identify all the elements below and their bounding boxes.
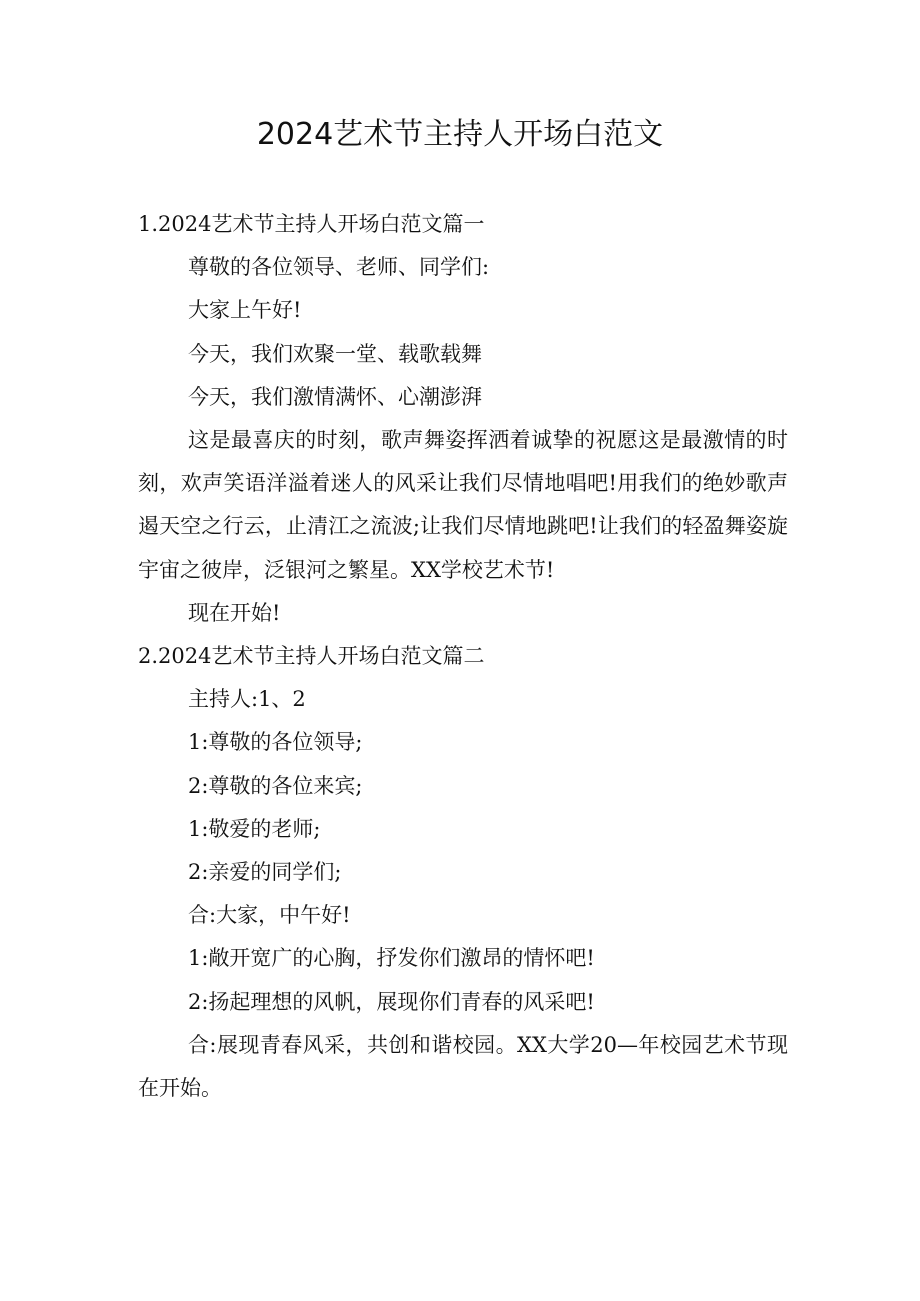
section-heading-2: 2.2024艺术节主持人开场白范文篇二	[138, 644, 485, 669]
text-line: 2:尊敬的各位来宾;	[188, 773, 363, 798]
text-line: 1:敞开宽广的心胸，抒发你们激昂的情怀吧!	[188, 946, 595, 971]
text-line: 主持人:1、2	[188, 687, 306, 712]
document-title: 2024艺术节主持人开场白范文	[256, 117, 664, 152]
text-line: 今天，我们欢聚一堂、载歌载舞	[188, 341, 482, 366]
text-line: 2:亲爱的同学们;	[188, 860, 342, 885]
text-line: 大家上午好!	[188, 298, 302, 323]
text-line: 尊敬的各位领导、老师、同学们:	[188, 255, 490, 280]
section-heading-1: 1.2024艺术节主持人开场白范文篇一	[138, 212, 485, 236]
document-body	[138, 203, 788, 1110]
text-line: 1:敬爱的老师;	[188, 816, 321, 841]
text-line: 2:扬起理想的风帆，展现你们青春的风采吧!	[188, 989, 595, 1014]
text-line: 现在开始!	[188, 600, 281, 625]
body-paragraph: 合:展现青春风采，共创和谐校园。XX大学20—年校园艺术节现在开始。	[138, 1032, 788, 1101]
text-line: 1:尊敬的各位领导;	[188, 730, 363, 755]
text-line: 合:大家，中午好!	[188, 903, 351, 928]
text-line: 今天，我们激情满怀、心潮澎湃	[188, 384, 482, 409]
body-paragraph: 这是最喜庆的时刻，歌声舞姿挥洒着诚挚的祝愿这是最激情的时刻，欢声笑语洋溢着迷人的风采让我们尽情地唱吧!用我们的绝妙歌声遏天空之行云，止清江之流波;让我们尽情地跳吧!让我们的轻盈舞姿旋宇宙之彼岸，泛银河之繁星。XX学校艺术节!	[138, 428, 788, 582]
